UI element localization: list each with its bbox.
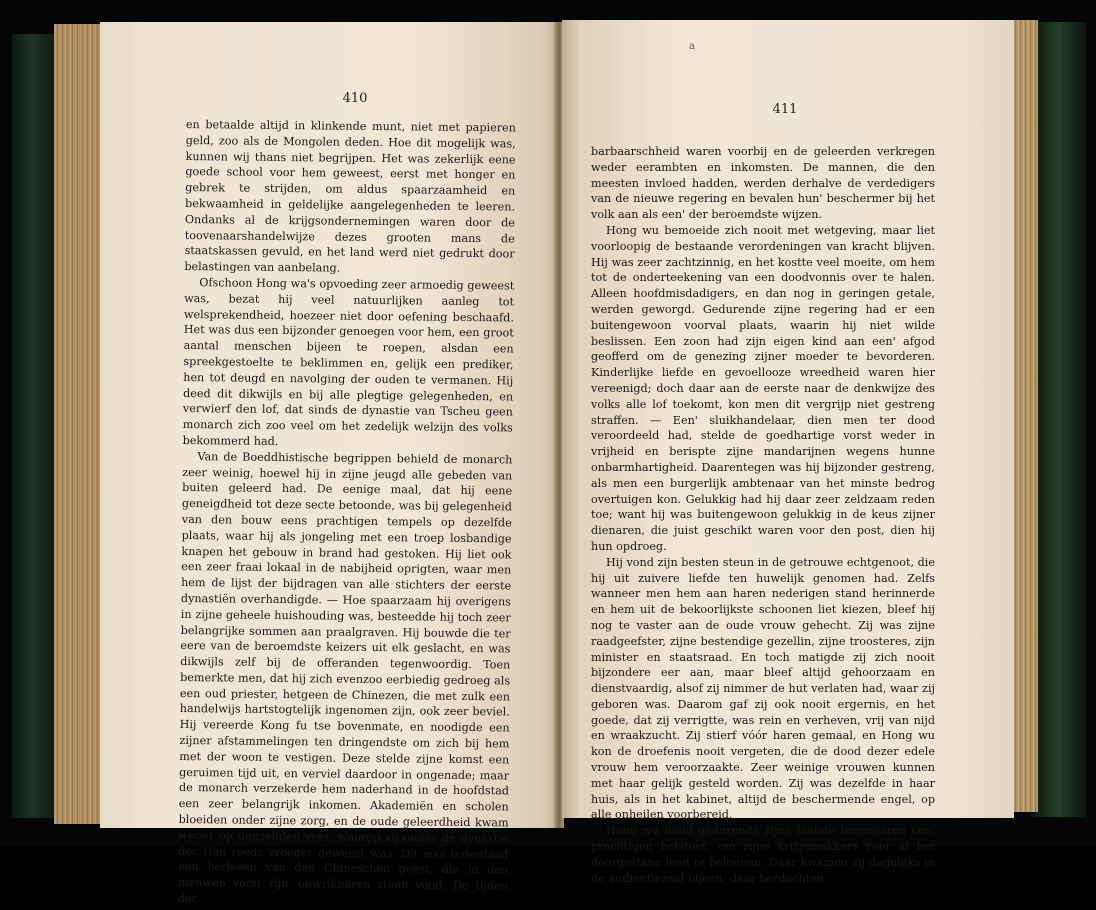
paragraph: Van de Boeddhistische begrippen behield de monarch zeer weinig, hoewel hij in zijne jeugd alle gebeden van buiten geleerd had. De eenige maal, dat hij eene geneigdheid tot deze secte betoonde, was bij gelegenheid van den bouw eens prachtigen tempels op dezelfde plaats, waar hij als jongeling met een troep losbandige knapen het gebouw in brand had gestoken. Hij liet ook een zeer fraai lokaal in de nabijheid oprigten, waar men hem de lijst der bijdragen van alle stichters der eerste dynastiën overhandigde. — Hoe spaarzaam hij overigens in zijne geheele huishouding was, besteedde hij toch zeer belangrijke sommen aan praalgraven. Hij bouwde die ter eere van de beroemdste keizers uit elk geslacht, en was dikwijls zelf bij de offeranden tegenwoordig. Toen bemerkte men, dat hij zich evenzoo eerbiedig gedroeg als een oud priester, hetgeen de Chinezen, die met zulk een handelwijs hartstogtelijk ingenomen zijn, ook zeer beviel. Hij vereerde Kong fu tse bovenmate, en noodigde een zijner afstammelingen ten dringendste om zich bij hem met der woon te vestigen. Deze stelde zijne komst een geruimen tijd uit, en verviel daardoor in ongenade; maar de monarch verzekerde hem naderhand in de hoofdstad een zeer belangrijk inkomen. Akademiën en scholen bloeiden onder zijne zorg, en de oude geleerdheid kwam weder op denzelfden voet, waarop zij onder de dynastie der Han reeds vroeger geweest was. Dit was inderdaad een herleven van den Chineschen geest, die in den nieuwen vorst zijn' onwrikbaren steun vond. De tijden der: [177, 449, 513, 906]
book-cover-right: [1030, 22, 1086, 817]
paragraph: en betaalde altijd in klinkende munt, niet met papieren geld, zoo als de Mongolen deden. Hoe dit mogelijk was, kunnen wij thans niet begrijpen. Het was zekerlijk eene goede school voor hem geweest, eerst met honger en gebrek te strijden, om aldus spaarzaamheid en bekwaamheid in geldelijke aangelegenheden te leeren. Ondanks al de krijgsondernemingen waren door de toovenaarshandelwijze dezes grooten mans de staatskassen gevuld, en het land werd niet gedrukt door belastingen van aanbelang.: [184, 117, 516, 275]
left-page-number: 410: [342, 91, 368, 106]
page-edges-right: [1012, 20, 1038, 812]
paragraph: Hong wu bemoeide zich nooit met wetgeving, maar liet voorloopig de bestaande verordeningen van kracht blijven. Hij was zeer zachtzinnig, en het kostte veel moeite, om hem tot de onderteekening van een doodvonnis over te halen. Alleen hoofdmisdadigers, en dan nog in geringen getale, werden geworgd. Gedurende zijne regering had er een buitengewoon voorval plaats, waarin hij niet wilde beslissen. Een zoon had zijn eigen kind aan een' afgod geofferd om de genezing zijner moeder te bevorderen. Kinderlijke liefde en gevoellooze wreedheid waren hier vereenigd; doch daar aan de eerste naar de denkwijze des volks alle lof toekomt, kon men dit vergrijp niet gestreng straffen. — Een' sluikhandelaar, dien men ter dood veroordeeld had, stelde de goedhartige vorst weder in vrijheid en berispte zijne mandarijnen wegens hunne onbarmhartigheid. Daarentegen was hij bijzonder gestreng, als men een burgerlijk ambtenaar van het minste bedrog overtuigen kon. Gelukkig had hij daar zeer zeldzaam reden toe; want hij was buitengewoon gelukkig in de keus zijner dienaren, die juist geschikt waren voor den post, dien hij hun opdroeg.: [591, 223, 935, 553]
left-page-body: [178, 117, 516, 910]
right-page-body: [591, 144, 935, 886]
paragraph: Hong wu hield gedurende zijne laatste levensjaren een' prachtigen hofstoet, om zijne krijgsmakkers voor al het doorgestane leed te beloonen. Daar kwamen zij dagelijks in de audientiezaal bijeen; daar herdachten: [591, 824, 935, 885]
page-edges-left: [54, 24, 102, 824]
right-page: [562, 20, 1014, 885]
print-speck: a: [689, 41, 695, 52]
right-page-number: 411: [772, 102, 798, 117]
paragraph: barbaarschheid waren voorbij en de geleerden verkregen weder eerambten en inkomsten. De mannen, die den meesten invloed hadden, werden derhalve de verdedigers van de nieuwe regering en bevalen hun' beschermer bij het volk aan als een' der beroemdste wijzen.: [591, 145, 935, 222]
paragraph: Ofschoon Hong wa's opvoeding zeer armoedig geweest was, bezat hij veel natuurlijken aanleg tot welsprekendheid, hoezeer niet door oefening beschaafd. Het was dus een bijzonder genoegen voor hem, een groot aantal menschen bijeen te roepen, alsdan een spreekgestoelte te beklimmen en, gelijk een prediker, hen tot deugd en navolging der ouden te vermanen. Hij deed dit dikwijls en bij alle plegtige gelegenheden, en verwierf den lof, dat sinds de dynastie van Tscheu geen monarch zich zoo veel om het zedelijk welzijn des volks bekommerd had.: [182, 276, 515, 448]
left-page: [100, 22, 558, 906]
paragraph: Hij vond zijn besten steun in de getrouwe echtgenoot, die hij uit zuivere liefde ten huwelijk genomen had. Zelfs wanneer men hem aan haren nederigen stand herinnerde en hem uit de bekoorlijkste schoonen liet kiezen, bleef hij nog te vaster aan de oude vrouw gehecht. Zij was zijne raadgeefster, zijne bestendige gezellin, zijne troosteres, zijn minister en staatsraad. En toch matigde zij zich nooit bijzondere eer aan, maar bleef altijd gehoorzaam en dienstvaardig, alsof zij nimmer de hut verlaten had, waar zij geboren was. Daarom gaf zij ook nooit ergernis, en het goede, dat zij verrigtte, was rein en verheven, vrij van nijd en wraakzucht. Zij stierf vóór haren gemaal, en Hong wu kon de droefenis nooit vergeten, die de dood dezer edele vrouw hem veroorzaakte. Zeer weinige vrouwen kunnen met haar gelijk gesteld worden. Zij was dezelfde in haar huis, als in het kabinet, altijd de beschermende engel, op alle onheilen voorbereid.: [591, 555, 935, 822]
